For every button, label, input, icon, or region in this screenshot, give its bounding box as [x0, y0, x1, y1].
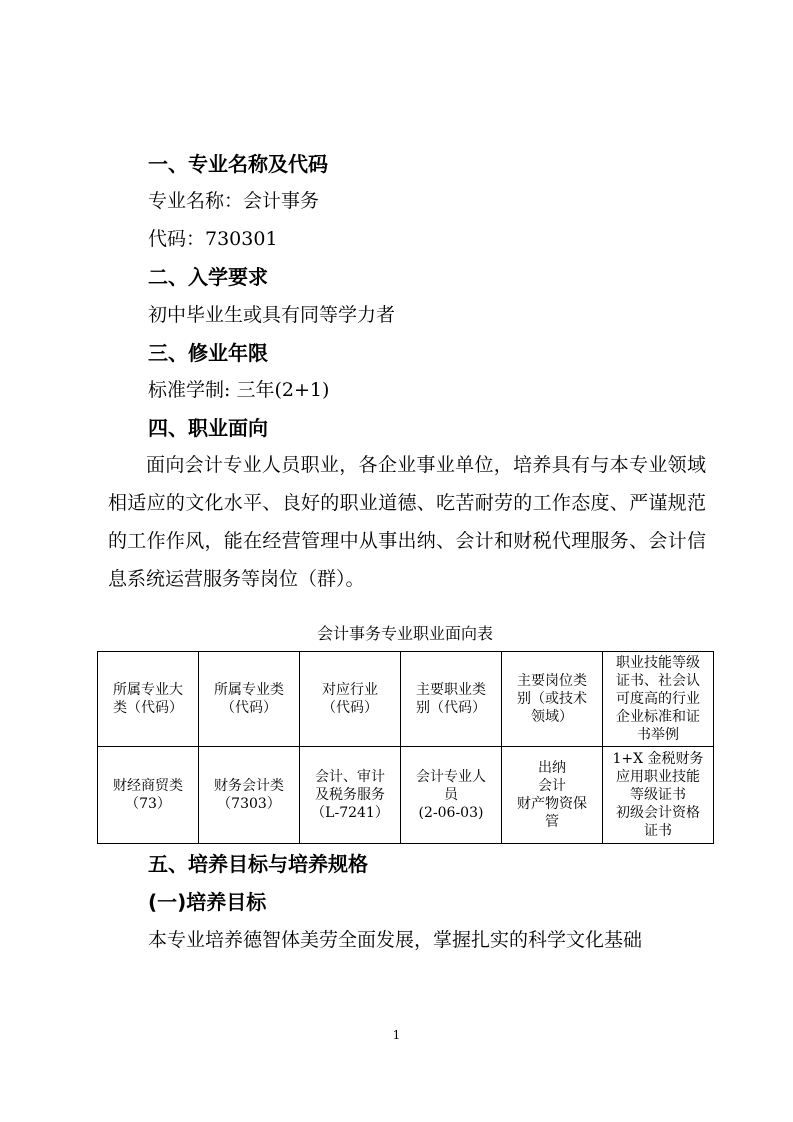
section-1-heading: 一、专业名称及代码	[148, 152, 328, 176]
table-cell: 会计专业人 员 (2-06-03)	[401, 747, 502, 844]
header-cell: 主要岗位类 别（或技术 领域）	[502, 652, 603, 747]
major-code-line: 代码：730301	[148, 228, 278, 250]
admission-requirement-text: 初中毕业生或具有同等学力者	[148, 304, 396, 326]
career-orientation-paragraph: 面向会计专业人员职业，各企业事业单位，培养具有与本专业领域相适应的文化水平、良好的职业道德、吃苦耐劳的工作态度、严谨规范的工作作风，能在经营管理中从事出纳、会计和财税代理服务、会计信息系统运营服务等岗位（群）。	[108, 454, 706, 590]
section-4-heading: 四、职业面向	[148, 416, 268, 440]
header-cell: 主要职业类 别（代码）	[401, 652, 502, 747]
section-3-heading: 三、修业年限	[148, 341, 268, 365]
table-cell: 财务会计类 （7303）	[199, 747, 300, 844]
table-cell: 会计、审计 及税务服务 （L-7241）	[300, 747, 401, 844]
header-cell: 所属专业类 （代码）	[199, 652, 300, 747]
section-2-heading: 二、入学要求	[148, 265, 268, 289]
header-cell: 对应行业 （代码）	[300, 652, 401, 747]
header-cell: 所属专业大 类（代码）	[98, 652, 199, 747]
table-header-row	[98, 652, 714, 747]
training-goal-text: 本专业培养德智体美劳全面发展，掌握扎实的科学文化基础	[148, 929, 643, 951]
career-orientation-table	[97, 651, 714, 844]
header-cell: 职业技能等级 证书、社会认 可度高的行业 企业标准和证 书举例	[603, 652, 714, 747]
table-cell: 1+X 金税财务 应用职业技能 等级证书 初级会计资格 证书	[603, 747, 714, 844]
subsection-training-goal-heading: (一)培养目标	[148, 890, 267, 914]
study-duration-text: 标准学制: 三年(2+1)	[148, 379, 330, 401]
page-number: 1	[392, 1028, 401, 1042]
table-cell: 出纳 会计 财产物资保 管	[502, 747, 603, 844]
major-name-line: 专业名称：会计事务	[148, 190, 320, 212]
table-cell: 财经商贸类 （73）	[98, 747, 199, 844]
section-5-heading: 五、培养目标与培养规格	[148, 852, 368, 876]
table-caption: 会计事务专业职业面向表	[316, 624, 493, 643]
table-row	[98, 747, 714, 844]
